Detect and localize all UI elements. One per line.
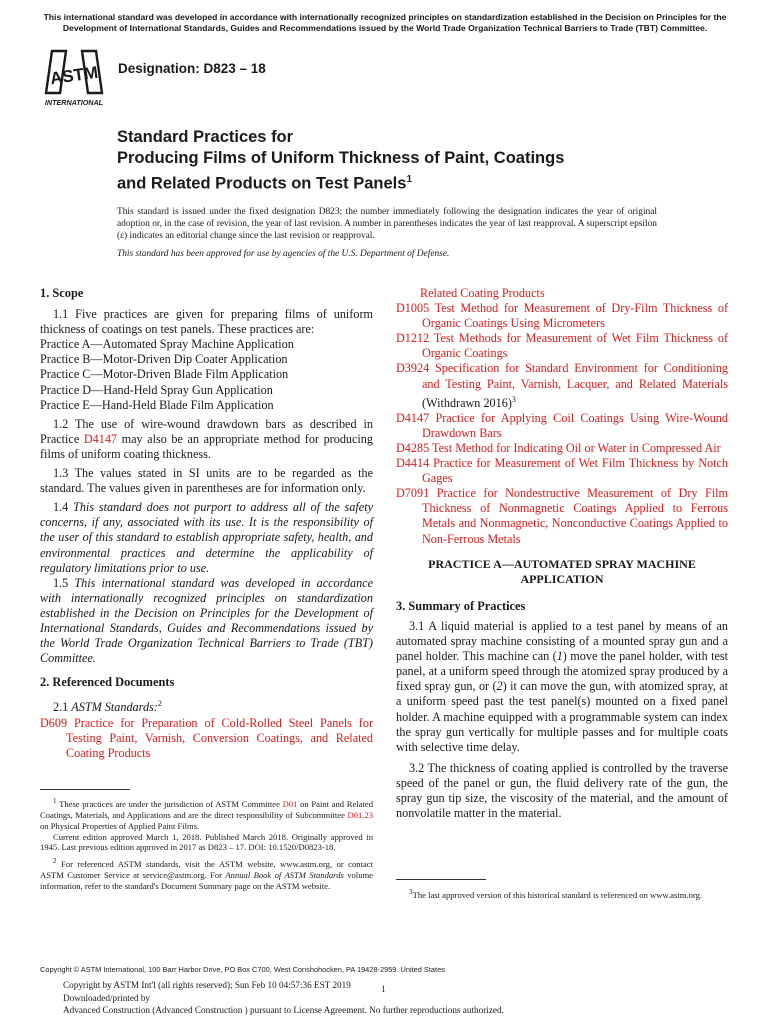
ref-item: [396, 331, 728, 361]
copyright-line: Copyright © ASTM International, 100 Barr Harbor Drive, PO Box C700, West Conshohocken, PA 19428-2959. United States: [40, 965, 445, 974]
link-d609[interactable]: D609: [40, 715, 68, 730]
practice-c: Practice C—Motor-Driven Blade Film Application: [40, 367, 289, 382]
logo-subtext: INTERNATIONAL: [44, 98, 104, 107]
footnote-1: $^1$ These practices are under the jurisdiction of ASTM Committee D01 on Paint and Related Coatings, Materials, and Applications and are the direct responsibility of Subcommittee D01.23 on Physical Properties of Applied Paint Films.: [40, 797, 374, 831]
title-line-2: Producing Films of Uniform Thickness of Paint, Coatings: [117, 149, 565, 167]
footnote-rule-left: [40, 789, 130, 790]
document-title: [117, 127, 677, 195]
footnotes-left: [40, 796, 373, 892]
reference-list: [396, 301, 728, 547]
para-1-3: 1.3 The values stated in SI units are to be regarded as the standard. The values given in parentheses are for information only.: [40, 466, 373, 496]
footnote-rule-right: [396, 879, 486, 880]
section-3-heading: 3. Summary of Practices: [396, 598, 526, 613]
designation: Designation: D823 – 18: [118, 61, 266, 76]
link-d01-23[interactable]: D01.23: [347, 809, 373, 820]
practice-e: Practice E—Hand-Held Blade Film Application: [40, 397, 274, 412]
section-2-heading: 2. Referenced Documents: [40, 675, 175, 690]
para-1-4: 1.4 This standard does not purport to address all of the safety concerns, if any, associated with its use. It is the responsibility of the user of this standard to establish appropriate safety, health, and environmental practices and determine the applicability of regulatory limitations prior to use.: [40, 500, 373, 575]
section-1-heading: 1. Scope: [40, 286, 84, 300]
ref-title[interactable]: Practice for Applying Coil Coatings Using Wire-Wound Drawdown Bars: [422, 410, 728, 440]
ref-code-link[interactable]: D1005: [396, 301, 430, 316]
para-1-5: 1.5 This international standard was developed in accordance with internationally recognized principles on standardization established in the Decision on Principles for the Development of International Standards, Guides and Recommendations issued by the World Trade Organization Technical Barriers to Trade (TBT) Committee.: [40, 575, 373, 666]
ref-code-link[interactable]: D4147: [396, 410, 430, 425]
download-line-2: Downloaded/printed by: [63, 992, 151, 1003]
ref-suffix: (Withdrawn 2016): [422, 395, 512, 410]
page-number: 1: [381, 984, 386, 994]
ref-d609-continued: Related Coating Products: [420, 286, 545, 300]
title-line-3: and Related Products on Test Panels$^1$: [117, 174, 412, 193]
ref-footnote-mark: 3: [511, 394, 516, 404]
logo-text: ASTM: [48, 62, 100, 89]
ref-item: [396, 361, 728, 410]
ref-title[interactable]: Test Method for Measurement of Dry-Film Thickness of Organic Coatings Using Micrometers: [422, 301, 729, 331]
ref-item: [396, 441, 728, 456]
ref-title[interactable]: Specification for Standard Environment for Conditioning and Testing Paint, Varnish, Lacquer, and Related Materials: [422, 361, 729, 391]
astm-logo: [40, 47, 108, 107]
left-column: [40, 286, 373, 761]
top-notice: This international standard was developed in accordance with internationally recognized principles on standardization established in the Decision on Principles for the Development of International Standards, Guides and Recommendations issued by the World Trade Organization Technical Barriers to Trade (TBT) Committee.: [43, 12, 727, 33]
footnote-3: $^3$The last approved version of this historical standard is referenced on www.astm.org.: [409, 888, 703, 900]
title-line-1: Standard Practices for: [117, 128, 294, 146]
para-2-1: 2.1 ASTM Standards:$^2$: [53, 699, 162, 715]
practice-a-heading-1: PRACTICE A—AUTOMATED SPRAY MACHINE: [428, 556, 696, 571]
approval-note: This standard has been approved for use by agencies of the U.S. Department of Defense.: [117, 249, 450, 259]
ref-title[interactable]: Test Methods for Measurement of Wet Film Thickness of Organic Coatings: [422, 331, 729, 361]
link-d4147[interactable]: D4147: [83, 431, 118, 446]
ref-code-link[interactable]: D4414: [396, 456, 430, 471]
ref-title[interactable]: Test Method for Indicating Oil or Water in Compressed Air: [432, 441, 721, 455]
ref-code-link[interactable]: D7091: [396, 486, 430, 501]
ref-item: [396, 411, 728, 441]
download-line-1: Copyright by ASTM Int'l (all rights reserved); Sun Feb 10 04:57:36 EST 2019: [63, 980, 351, 990]
intro-text: This standard is issued under the fixed designation D823; the number immediately following the designation indicates the year of original adoption or, in the case of revision, the year of last revision. A number in parentheses indicates the year of last reapproval. A superscript epsilon (ε) indicates an editorial change since the last revision or reapproval.: [117, 207, 657, 242]
para-1-1: 1.1 Five practices are given for preparing films of uniform thickness of coatings on test panels. These practices are:: [40, 307, 373, 337]
ref-code-link[interactable]: D1212: [396, 331, 430, 346]
download-line-3: Advanced Construction (Advanced Construction ) pursuant to License Agreement. No further reproductions authorized.: [63, 1005, 504, 1016]
download-info: [63, 979, 504, 1017]
ref-title[interactable]: Practice for Measurement of Wet Film Thickness by Notch Gages: [422, 456, 728, 486]
ref-item: [396, 301, 728, 331]
para-1-2: 1.2 The use of wire-wound drawdown bars as described in Practice D4147 may also be an appropriate method for producing films of uniform coating thickness.: [40, 416, 373, 461]
practice-d: Practice D—Hand-Held Spray Gun Application: [40, 382, 273, 397]
right-column: [396, 286, 728, 821]
title-footnote-mark: 1: [406, 174, 412, 185]
para-3-1: 3.1 A liquid material is applied to a test panel by means of an automated spray machine consisting of a mounted spray gun and a panel holder. This machine can (1) move the panel holder, with test panel, at a uniform speed through the atomized spray produced by a fixed spray gun, or (2) it can move the gun, with atomized spray, at a uniform speed past the test panel(s) mounted on a fixed panel holder. A machine equipped with a programmable system can index the spray gun vertically for multiple passes and for multiple coats with selective time delay.: [396, 618, 729, 754]
ref-item: [396, 486, 728, 546]
ref-code-link[interactable]: D4285: [396, 441, 430, 455]
ref-title[interactable]: Practice for Nondestructive Measurement of Dry Film Thickness of Nonmagnetic Coatings Applied to Ferrous Metals and Nonmagnetic, Nonconductive Coatings Applied to Non-Ferrous Metals: [422, 486, 729, 546]
ref-code-link[interactable]: D3924: [396, 361, 430, 376]
para-3-2: 3.2 The thickness of coating applied is controlled by the traverse speed of the panel or gun, the fluid delivery rate of the gun, the spray gun tip size, the viscosity of the material, and the amount of nonvolatile matter in the material.: [396, 760, 728, 821]
ref-d609: D609 Practice for Preparation of Cold-Rolled Steel Panels for Testing Paint, Varnish, Conversion Coatings, and Related Coating Products: [40, 715, 373, 760]
footnote-2: $^2$ For referenced ASTM standards, visit the ASTM website, www.astm.org, or contact ASTM Customer Service at service@astm.org. For Annual Book of ASTM Standards volume information, refer to the standard's Document Summary page on the ASTM website.: [40, 857, 373, 892]
link-d01[interactable]: D01: [282, 798, 298, 809]
ref-item: [396, 456, 728, 486]
practice-a: Practice A—Automated Spray Machine Application: [40, 337, 294, 352]
practice-a-heading-2: APPLICATION: [520, 571, 604, 586]
practice-b: Practice B—Motor-Driven Dip Coater Application: [40, 352, 288, 367]
footnote-1-edition: Current edition approved March 1, 2018. Published March 2018. Originally approved in 1945. Last previous edition approved in 2017 as D823 – 17. DOI: 10.1520/D0823-18.: [40, 831, 373, 853]
